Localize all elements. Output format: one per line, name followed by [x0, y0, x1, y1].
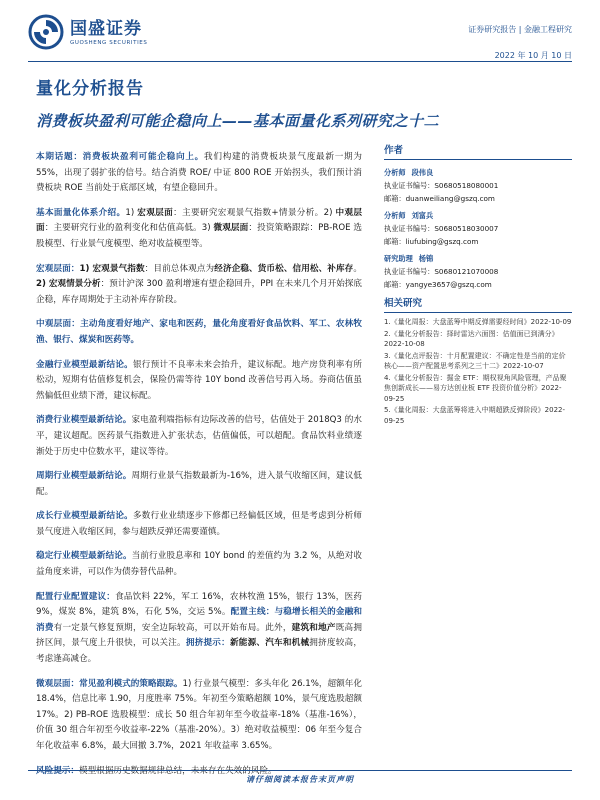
related-report-item[interactable]: 3.《量化点评报告：十月配置建议：不确定性是当前的定价核心——资产配置思考系列之三十二》2022-10-07	[384, 351, 566, 370]
topic-paragraph: 本期话题：消费板块盈利可能企稳向上。我们构建的消费板块景气度最新一期为 55%，出现了弱扩张的信号。结合消费 ROE/ 中证 800 ROE 开始拐头，我们预计消费板块 ROE 当前处于底部区域，有望企稳回升。	[36, 152, 362, 194]
related-report-item[interactable]: 5.《量化周报：大盘蓝筹将进入中期超跌反弹阶段》2022-09-25	[384, 406, 566, 425]
analyst-email[interactable]: 邮箱：duanweiliang@gszq.com	[384, 194, 495, 203]
header-divider	[28, 61, 572, 62]
report-category: 证券研究报告 | 金融工程研究	[468, 25, 572, 34]
allocation-paragraph: 配置行业配置建议：食品饮料 22%，军工 16%，农林牧渔 15%，银行 13%，医药 9%，煤炭 8%，建筑 8%，石化 5%，交运 5%。配置主线：与稳增长相关的金融和消费有一定景气修复预期，安全边际较高，可以开始布局。此外，建筑和地产既高拥挤区间，景气度上升很快，可以关注。拥挤提示：新能源、汽车和机械拥挤度较高，考虑逢高减仓。	[36, 591, 362, 665]
brand-logo	[28, 14, 147, 50]
summary-column	[36, 150, 362, 788]
document-type: 量化分析报告	[36, 79, 144, 99]
analyst-name: 杨锦	[418, 254, 434, 263]
finance-paragraph: 金融行业模型最新结论。银行预计不良率未来会抬升，建议标配。地产房贷利率有所松动，短期有估值修复机会，保险仍需等待 10Y bond 改善信号再入场。券商估值虽然偏低但业绩下滑，建议标配。	[36, 359, 362, 401]
analyst-cert: 执业证书编号：S0680518030007	[384, 224, 499, 233]
page-footer	[0, 770, 600, 788]
macro-paragraph: 宏观层面：1) 宏观景气指数：目前总体观点为经济企稳、货币松、信用松、补库存。2) 宏观情景分析：预计沪深 300 盈利增速有望企稳回升，PPI 在未来几个月开始探底企稳，库存周期处于主动补库存阶段。	[36, 263, 363, 305]
analyst-name: 段伟良	[411, 168, 434, 177]
micro-paragraph: 微观层面：常见盈利模式的策略跟踪。1) 行业景气模型：多头年化 26.1%，超额年化 18.4%，信息比率 1.90，月度胜率 75%。年初至今策略超额 10%，景气度选股超额 17%。2) PB-ROE 选股模型：成长 50 组合年初年至今收益率-18%（基准-16%），价值 30 组合年初至今收益率-22%（基准-20%）。3）绝对收益模型：06 年至今复合年化收益率 6.8%，最大回撤 3.7%，2021 年收益率 3.65%。	[36, 678, 362, 751]
document-title: 消费板块盈利可能企稳向上——基本面量化系列研究之十二	[36, 112, 440, 130]
analyst-cert: 执业证书编号：S0680518080001	[384, 181, 499, 190]
cyclical-paragraph: 周期行业模型最新结论。周期行业景气指数最新为-16%，进入景气收缩区间，建议低配。	[36, 471, 362, 497]
stable-paragraph: 稳定行业模型最新结论。当前行业股息率和 10Y bond 的差值约为 3.2 %，从绝对收益角度来讲，可以作为债券替代品种。	[36, 551, 362, 578]
brand-name-cn: 国盛证券	[70, 18, 142, 39]
related-report-item[interactable]: 1.《量化周报：大盘蓝筹中期反弹需要经时间》2022-10-09	[384, 318, 572, 326]
related-report-item[interactable]: 2.《量化分析报告：择时雷达六面图：估值面已到满分》2022-10-08	[384, 329, 559, 348]
consumer-paragraph: 消费行业模型最新结论。家电盈利端指标有边际改善的信号，估值处于 2018Q3 的水平，建议超配。医药景气指数进入扩张状态，估值偏低，可以超配。食品饮料业绩逐渐处于历史中位数水平，建议等待。	[36, 415, 362, 457]
analyst-email[interactable]: 邮箱：liufubing@gszq.com	[384, 237, 479, 246]
brand-name-en: GUOSHENG SECURITIES	[70, 39, 148, 46]
related-report-item[interactable]: 4.《量化分析报告：掘金 ETF：期权视角风险管理，产品聚焦创新成长——易方达创业板 ETF 投资价值分析》2022-09-25	[384, 373, 567, 403]
analyst-name: 刘富兵	[411, 211, 434, 220]
authors-heading: 作者	[384, 142, 572, 160]
page-header	[28, 14, 572, 64]
analyst-block: 研究助理 杨锦 执业证书编号：S0680121070008 邮箱：yangye3657@gszq.com	[384, 252, 572, 291]
growth-paragraph: 成长行业模型最新结论。多数行业业绩逐步下修都已经偏低区域，但是考虑到分析师景气度进入收缩区间，参与超跌反弹还需要谨慎。	[36, 511, 362, 537]
disclaimer-notice: 请仔细阅读本报告末页声明	[246, 775, 354, 784]
related-heading: 相关研究	[384, 295, 572, 313]
analyst-email[interactable]: 邮箱：yangye3657@gszq.com	[384, 280, 492, 289]
meso-paragraph: 中观层面：主动角度看好地产、家电和医药，量化角度看好食品饮料、军工、农林牧渔、银行、煤炭和医药等。	[36, 319, 362, 345]
analyst-cert: 执业证书编号：S0680121070008	[384, 267, 499, 276]
framework-paragraph: 基本面量化体系介绍。1) 宏观层面：主要研究宏观景气指数+情景分析。2) 中观层面：主要研究行业的盈利变化和估值高低。3) 微观层面：投资策略跟踪：PB-ROE 选股模型、行业景气度模型、绝对收益模型等。	[36, 207, 362, 249]
analyst-block: 分析师 刘富兵 执业证书编号：S0680518030007 邮箱：liufubing@gszq.com	[384, 209, 572, 248]
report-date: 2022 年 10 月 10 日	[494, 51, 572, 60]
brand-logo-icon	[28, 14, 64, 50]
footer-divider	[28, 770, 572, 771]
analyst-block: 分析师 段伟良 执业证书编号：S0680518080001 邮箱：duanweiliang@gszq.com	[384, 166, 572, 205]
sidebar	[384, 142, 572, 427]
